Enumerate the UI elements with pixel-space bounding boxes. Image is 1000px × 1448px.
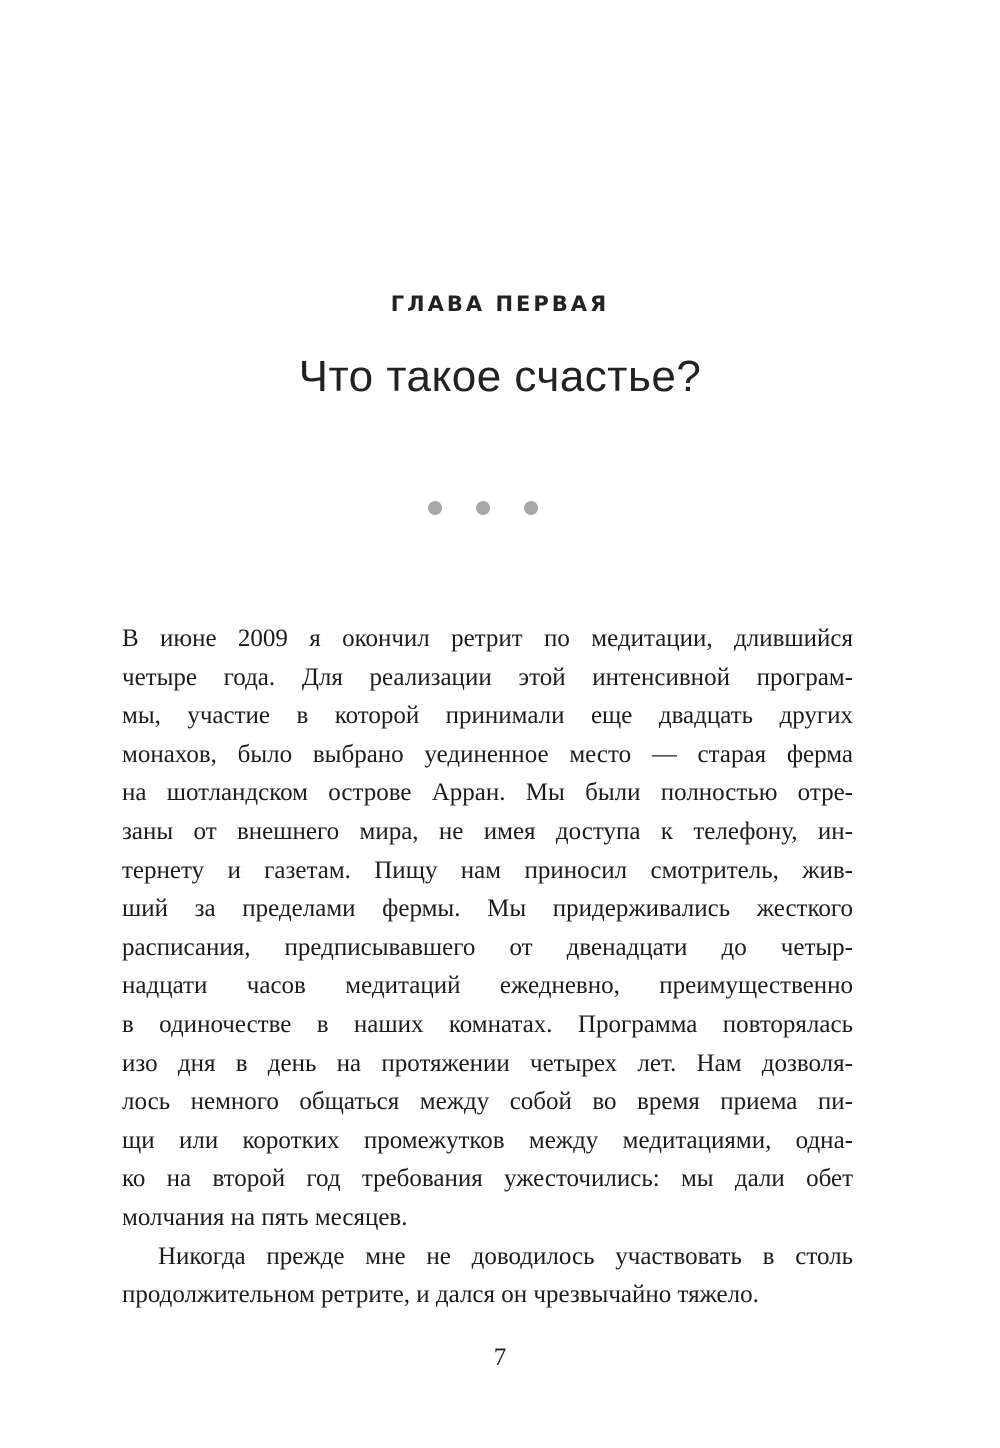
text-line: изо дня в день на протяжении четырех лет. Нам дозволя-	[122, 1049, 853, 1077]
dot-icon	[524, 501, 538, 515]
text-line: молчания на пять месяцев.	[122, 1203, 408, 1231]
chapter-label: ГЛАВА ПЕРВАЯ	[390, 292, 610, 316]
body-text	[122, 622, 853, 1317]
text-line: надцати часов медитаций ежедневно, преимущественно	[122, 972, 853, 1000]
text-line: тернету и газетам. Пищу нам приносил смотритель, жив-	[122, 856, 853, 884]
page-number: 7	[493, 1344, 507, 1371]
text-line: монахов, было выбрано уединенное место — старая ферма	[122, 740, 853, 768]
text-line: заны от внешнего мира, не имея доступа к телефону, ин-	[122, 817, 853, 845]
text-line: щи или коротких промежутков между медитациями, одна-	[122, 1126, 853, 1154]
text-line: В июне 2009 я окончил ретрит по медитации, длившийся	[122, 625, 853, 652]
text-line: в одиночестве в наших комнатах. Программа повторялась	[122, 1010, 853, 1038]
text-line: продолжительном ретрите, и дался он чрезвычайно тяжело.	[122, 1281, 759, 1309]
text-line: Никогда прежде мне не доводилось участвовать в столь	[158, 1242, 853, 1270]
text-line: мы, участие в которой принимали еще двадцать других	[122, 702, 853, 730]
text-line: четыре года. Для реализации этой интенсивной програм-	[122, 663, 853, 691]
text-line: ко на второй год требования ужесточились: мы дали обет	[122, 1165, 853, 1193]
text-line: ший за пределами фермы. Мы придерживались жесткого	[122, 895, 853, 923]
text-line: на шотландском острове Арран. Мы были полностью отре-	[122, 779, 853, 807]
chapter-title: Что такое счастье?	[298, 352, 702, 401]
text-line: расписания, предписывавшего от двенадцати до четыр-	[122, 933, 853, 961]
ornament-dots	[428, 501, 538, 515]
dot-icon	[476, 501, 490, 515]
text-line: лось немного общаться между собой во время приема пи-	[122, 1088, 853, 1116]
dot-icon	[428, 501, 442, 515]
